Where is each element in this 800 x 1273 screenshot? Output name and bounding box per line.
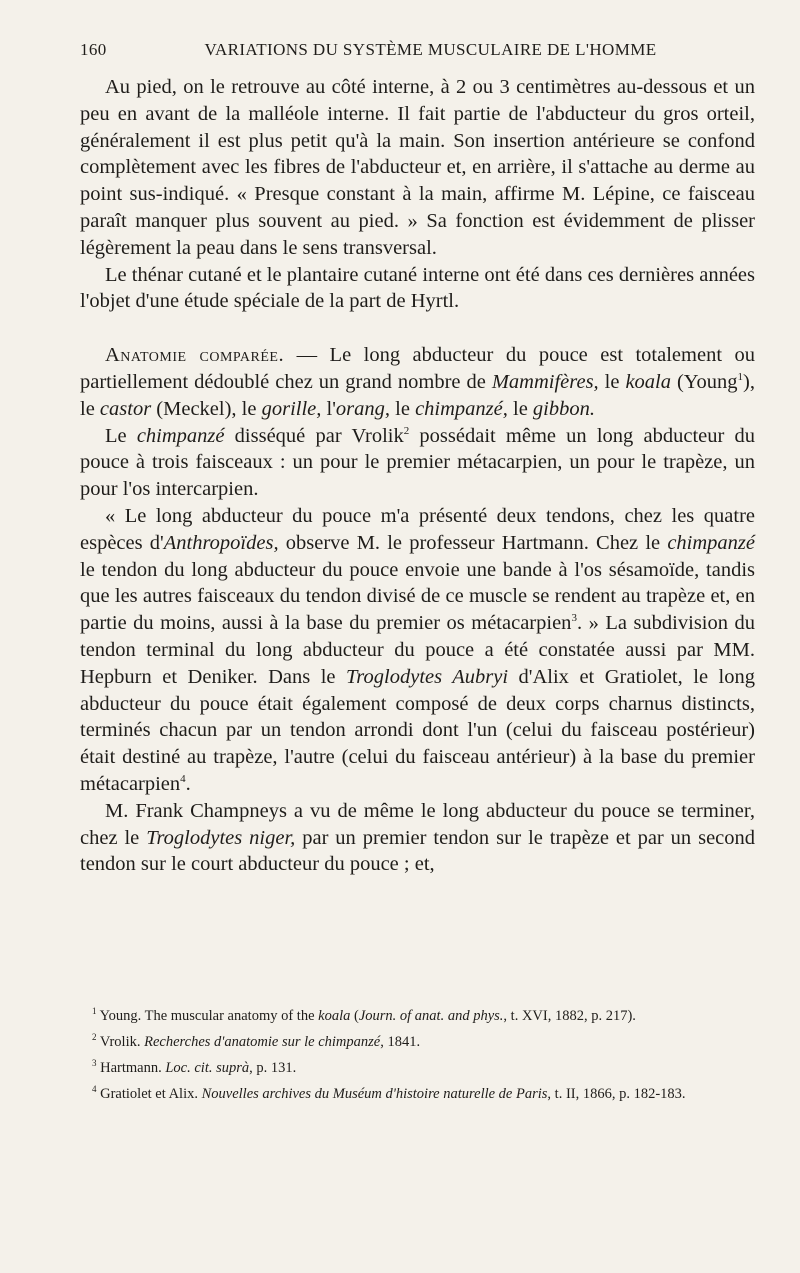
footnote-3: $^3$ Hartmann. Loc. cit. suprà, p. 131. — [92, 1058, 297, 1076]
footnote-ref: 1 — [737, 371, 744, 384]
paragraph-comparative-anatomy: Anatomie comparée. — Le long abducteur du pouce est totalement ou partiellement dédoublé chez un grand nombre de Mammifères, le koala (Young$^1$), le castor (Meckel), le gorille, l'orang, le chimpanzé, le gibbon. — [80, 344, 755, 420]
footnote-1: $^1$ Young. The muscular anatomy of the koala (Journ. of anat. and phys., t. XVI, 1882, p. 217). — [92, 1006, 636, 1024]
running-title: VARIATIONS DU SYSTÈME MUSCULAIRE DE L'HOMME — [204, 40, 657, 59]
running-head — [80, 40, 755, 68]
page-number: 160 — [80, 40, 107, 59]
section-gap — [80, 315, 755, 342]
paragraph-hartmann: « Le long abducteur du pouce m'a présenté deux tendons, chez les quatre espèces d'Anthropoïdes, observe M. le professeur Hartmann. Chez le chimpanzé le tendon du long abducteur du pouce envoie une bande à l'os sésamoïde, tandis que les autres faisceaux du tendon divisé de ce muscle se rendent au trapèze et, en partie du moins, aussi à la base du premier os métacarpien$^3$. » La subdivision du tendon terminal du long abducteur du pouce a été constatée aussi par MM. Hepburn et Deniker. Dans le Troglodytes Aubryi d'Alix et Gratiolet, le long abducteur du pouce était également composé de deux corps charnus distincts, terminés chacun par un tendon arrondi dont l'un (celui du faisceau postérieur) était destiné au trapèze, l'autre (celui du faisceau antérieur) à la base du premier métacarpien$^4$. — [80, 504, 756, 795]
paragraph-hyrtl: Le thénar cutané et le plantaire cutané interne ont été dans ces dernières années l'objet d'une étude spéciale de la part de Hyrtl. — [80, 263, 755, 313]
body-text — [80, 74, 755, 878]
footnote-4: $^4$ Gratiolet et Alix. Nouvelles archives du Muséum d'histoire naturelle de Paris, t. II, 1866, p. 182-183. — [92, 1084, 686, 1102]
paragraph-vrolik: Le chimpanzé disséqué par Vrolik$^2$ possédait même un long abducteur du pouce à trois faisceaux : un pour le premier métacarpien, un pour le trapèze, un pour l'os intercarpien. — [80, 424, 755, 501]
footnote-ref: 2 — [403, 424, 410, 437]
footnote-2: $^2$ Vrolik. Recherches d'anatomie sur le chimpanzé, 1841. — [92, 1032, 421, 1050]
paragraph-foot: Au pied, on le retrouve au côté interne, à 2 ou 3 centimètres au-dessous et un peu en avant de la malléole interne. Il fait partie de l'abducteur du gros orteil, généralement il est plus petit qu'à la main. Son insertion antérieure se confond complètement avec les fibres de l'abducteur et, en arrière, il s'attache au derme au point sus-indiqué. « Presque constant à la main, affirme M. Lépine, ce faisceau paraît manquer plus souvent au pied. » Sa fonction est évidemment de plisser légèrement la peau dans le sens transversal. — [80, 76, 755, 259]
paragraph-champneys: M. Frank Champneys a vu de même le long abducteur du pouce se terminer, chez le Troglodytes niger, par un premier tendon sur le trapèze et par un second tendon sur le court abducteur du pouce ; et, — [80, 799, 756, 876]
footnotes — [80, 1006, 755, 1110]
footnote-ref: 4 — [180, 773, 186, 786]
section-heading: Anatomie comparée. — [105, 344, 285, 367]
footnote-ref: 3 — [571, 612, 577, 625]
